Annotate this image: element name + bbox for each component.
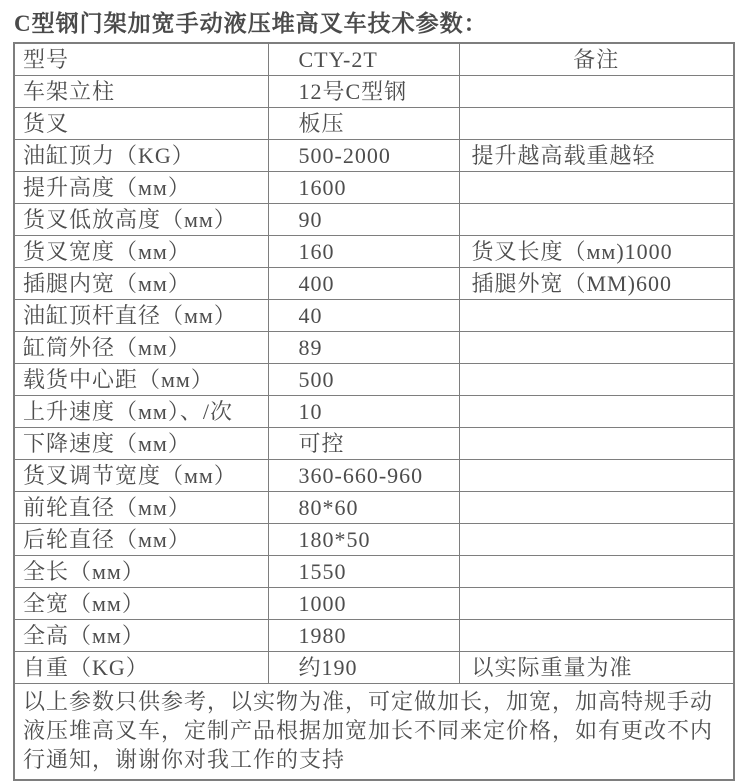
table-row xyxy=(14,588,734,620)
spec-label-cell: 载货中心距（мм） xyxy=(14,364,268,396)
table-row xyxy=(14,364,734,396)
spec-remark-cell xyxy=(459,428,734,460)
table-row xyxy=(14,204,734,236)
spec-remark-cell xyxy=(459,620,734,652)
spec-remark-cell: 以实际重量为准 xyxy=(459,652,734,684)
spec-label-cell: 货叉 xyxy=(14,108,268,140)
spec-value-cell: 10 xyxy=(268,396,459,428)
spec-remark-cell xyxy=(459,172,734,204)
spec-remark-cell xyxy=(459,204,734,236)
spec-label-cell: 全长（мм） xyxy=(14,556,268,588)
spec-table xyxy=(13,42,735,781)
table-row xyxy=(14,172,734,204)
table-row xyxy=(14,492,734,524)
spec-remark-cell xyxy=(459,396,734,428)
spec-value-cell: 1550 xyxy=(268,556,459,588)
table-row xyxy=(14,332,734,364)
spec-value-cell: 500-2000 xyxy=(268,140,459,172)
spec-remark-cell xyxy=(459,460,734,492)
header-model-value: CTY-2T xyxy=(268,43,459,76)
spec-value-cell: 89 xyxy=(268,332,459,364)
spec-remark-cell: 插腿外宽（MM)600 xyxy=(459,268,734,300)
spec-value-cell: 500 xyxy=(268,364,459,396)
table-row xyxy=(14,108,734,140)
spec-label-cell: 全宽（мм） xyxy=(14,588,268,620)
spec-label-cell: 车架立柱 xyxy=(14,76,268,108)
spec-remark-cell: 货叉长度（мм)1000 xyxy=(459,236,734,268)
table-row xyxy=(14,428,734,460)
spec-label-cell: 上升速度（мм）、/次 xyxy=(14,396,268,428)
spec-value-cell: 160 xyxy=(268,236,459,268)
spec-label-cell: 自重（KG） xyxy=(14,652,268,684)
spec-label-cell: 下降速度（мм） xyxy=(14,428,268,460)
spec-label-cell: 全高（мм） xyxy=(14,620,268,652)
table-row xyxy=(14,652,734,684)
spec-value-cell: 1980 xyxy=(268,620,459,652)
spec-label-cell: 插腿内宽（мм） xyxy=(14,268,268,300)
table-row xyxy=(14,236,734,268)
spec-label-cell: 提升高度（мм） xyxy=(14,172,268,204)
spec-label-cell: 油缸顶力（KG） xyxy=(14,140,268,172)
spec-value-cell: 板压 xyxy=(268,108,459,140)
spec-value-cell: 1600 xyxy=(268,172,459,204)
table-row xyxy=(14,524,734,556)
spec-value-cell: 可控 xyxy=(268,428,459,460)
table-row xyxy=(14,460,734,492)
spec-value-cell: 40 xyxy=(268,300,459,332)
spec-table-body xyxy=(14,43,734,780)
spec-remark-cell xyxy=(459,364,734,396)
table-row xyxy=(14,556,734,588)
spec-label-cell: 货叉宽度（мм） xyxy=(14,236,268,268)
spec-value-cell: 约190 xyxy=(268,652,459,684)
spec-label-cell: 缸筒外径（мм） xyxy=(14,332,268,364)
spec-value-cell: 400 xyxy=(268,268,459,300)
table-row xyxy=(14,396,734,428)
table-row xyxy=(14,620,734,652)
spec-remark-cell xyxy=(459,300,734,332)
spec-label-cell: 前轮直径（мм） xyxy=(14,492,268,524)
header-remark-label: 备注 xyxy=(459,43,734,76)
spec-remark-cell xyxy=(459,76,734,108)
spec-value-cell: 12号C型钢 xyxy=(268,76,459,108)
table-row xyxy=(14,140,734,172)
spec-label-cell: 货叉调节宽度（мм） xyxy=(14,460,268,492)
spec-value-cell: 80*60 xyxy=(268,492,459,524)
header-row xyxy=(14,43,734,76)
spec-value-cell: 1000 xyxy=(268,588,459,620)
table-row xyxy=(14,300,734,332)
spec-remark-cell xyxy=(459,588,734,620)
spec-remark-cell xyxy=(459,492,734,524)
spec-remark-cell xyxy=(459,524,734,556)
page-title: C型钢门架加宽手动液压堆高叉车技术参数： xyxy=(14,11,488,36)
spec-remark-cell xyxy=(459,556,734,588)
footer-row xyxy=(14,684,734,781)
spec-remark-cell xyxy=(459,108,734,140)
table-row xyxy=(14,76,734,108)
spec-remark-cell xyxy=(459,332,734,364)
header-model-label: 型号 xyxy=(14,43,268,76)
spec-remark-cell: 提升越高载重越轻 xyxy=(459,140,734,172)
table-row xyxy=(14,268,734,300)
spec-label-cell: 货叉低放高度（мм） xyxy=(14,204,268,236)
spec-label-cell: 后轮直径（мм） xyxy=(14,524,268,556)
spec-value-cell: 90 xyxy=(268,204,459,236)
footer-note: 以上参数只供参考，以实物为准，可定做加长，加宽，加高特规手动液压堆高叉车，定制产品根据加宽加长不同来定价格，如有更改不内行通知，谢谢你对我工作的支持 xyxy=(14,684,734,781)
spec-value-cell: 180*50 xyxy=(268,524,459,556)
spec-label-cell: 油缸顶杆直径（мм） xyxy=(14,300,268,332)
spec-value-cell: 360-660-960 xyxy=(268,460,459,492)
